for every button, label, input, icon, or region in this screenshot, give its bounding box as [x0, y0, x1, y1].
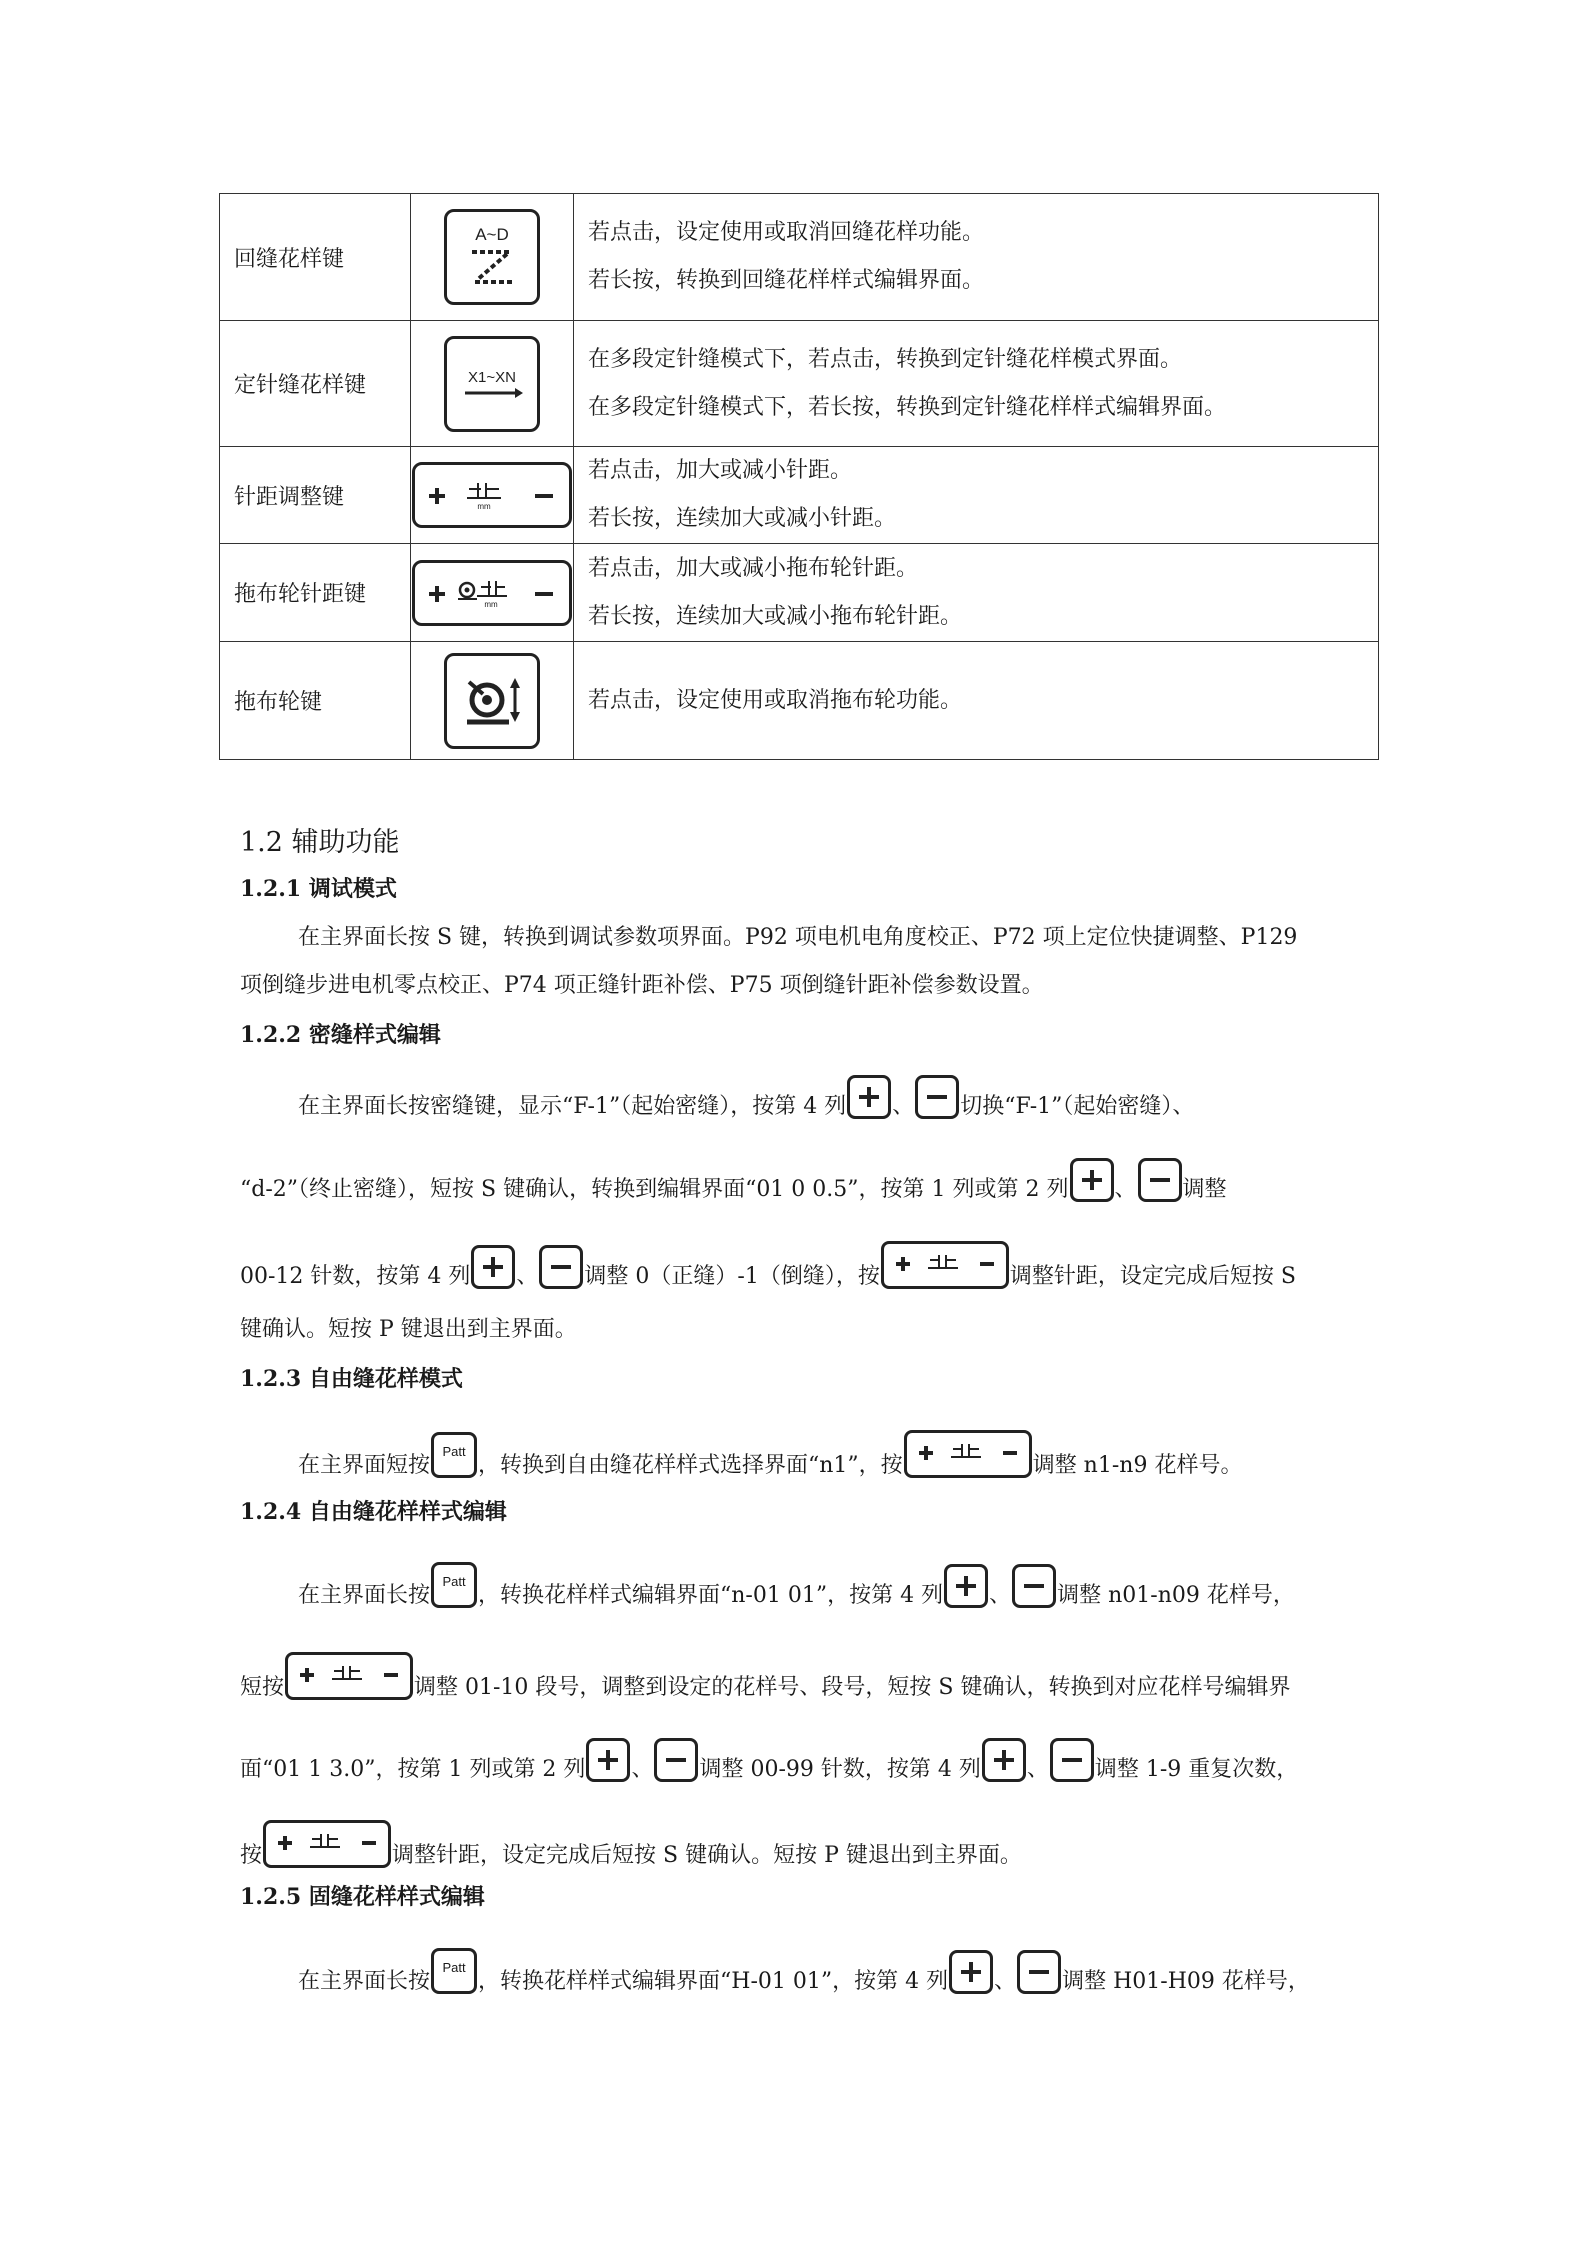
table-row: [220, 194, 1379, 321]
stitch-length-key-icon[interactable]: [881, 1241, 1009, 1289]
key-desc-line: 若点击，设定使用或取消拖布轮功能。: [588, 687, 963, 713]
table-row: [220, 544, 1379, 642]
minus-key-icon[interactable]: [915, 1075, 959, 1119]
paragraph-line: 在主界面长按 Patt ，转换花样样式编辑界面“H-01 01”，按第 4 列 、 调整 H01-H09 花样号，: [298, 1948, 1310, 1995]
plus-key-icon[interactable]: [944, 1564, 988, 1608]
patt-key-icon[interactable]: Patt: [431, 1432, 477, 1478]
stitch-length-key-icon[interactable]: [285, 1652, 413, 1700]
stitch-length-key-icon[interactable]: [263, 1820, 391, 1868]
table-row: [220, 447, 1379, 544]
patt-key-icon[interactable]: Patt: [431, 1562, 477, 1608]
subsection-heading: 1.2.1 调试模式: [240, 876, 397, 902]
key-name: 拖布轮键: [220, 642, 411, 760]
key-desc-line: 若长按，转换到回缝花样样式编辑界面。: [588, 268, 985, 293]
backtack-pattern-key-icon[interactable]: [444, 209, 540, 305]
plus-key-icon[interactable]: [982, 1738, 1026, 1782]
subsection-heading: 1.2.3 自由缝花样模式: [240, 1366, 463, 1392]
minus-key-icon[interactable]: [1050, 1738, 1094, 1782]
patt-key-icon[interactable]: Patt: [431, 1948, 477, 1994]
key-name: 定针缝花样键: [220, 321, 411, 447]
plus-key-icon[interactable]: [949, 1950, 993, 1994]
icon-label: mm: [484, 599, 498, 609]
stitch-length-key-icon[interactable]: [904, 1430, 1032, 1478]
icon-label: mm: [477, 502, 491, 511]
key-desc-line: 在多段定针缝模式下，若点击，转换到定针缝花样模式界面。: [588, 346, 1183, 372]
icon-label: A~D: [475, 225, 509, 244]
minus-key-icon[interactable]: [1017, 1950, 1061, 1994]
stitch-length-key-icon[interactable]: [412, 462, 572, 528]
key-function-table: [219, 193, 1379, 760]
key-desc-line: 若点击，加大或减小针距。: [588, 458, 853, 483]
plus-key-icon[interactable]: [847, 1075, 891, 1119]
table-row: [220, 642, 1379, 760]
section-heading: 1.2 辅助功能: [240, 827, 400, 858]
subsection-heading: 1.2.5 固缝花样样式编辑: [240, 1884, 485, 1910]
key-desc-line: 若点击，设定使用或取消回缝花样功能。: [588, 220, 985, 245]
paragraph-line: 在主界面长按密缝键，显示“F-1”（起始密缝），按第 4 列 、 切换“F-1”（起始密缝）、: [298, 1075, 1194, 1120]
key-desc-line: 若点击，加大或减小拖布轮针距。: [588, 555, 919, 581]
key-desc-line: 在多段定针缝模式下，若长按，转换到定针缝花样样式编辑界面。: [588, 394, 1227, 420]
paragraph-line: 在主界面短按 Patt ，转换到自由缝花样样式选择界面“n1”，按 调整 n1-n9 花样号。: [298, 1430, 1242, 1479]
plus-key-icon[interactable]: [471, 1245, 515, 1289]
minus-key-icon[interactable]: [1012, 1564, 1056, 1608]
table-row: [220, 321, 1379, 447]
paragraph-line: 按 调整针距，设定完成后短按 S 键确认。短按 P 键退出到主界面。: [240, 1820, 1022, 1869]
subsection-heading: 1.2.4 自由缝花样样式编辑: [240, 1499, 507, 1525]
key-desc-line: 若长按，连续加大或减小拖布轮针距。: [588, 603, 963, 629]
paragraph-line: 面“01 1 3.0”，按第 1 列或第 2 列 、 调整 00-99 针数，按第 4 列 、 调整 1-9 重复次数，: [240, 1738, 1298, 1783]
paragraph-line: 项倒缝步进电机零点校正、P74 项正缝针距补偿、P75 项倒缝针距补偿参数设置。: [240, 973, 1044, 998]
key-name: 针距调整键: [220, 447, 411, 544]
plus-key-icon[interactable]: [586, 1738, 630, 1782]
paragraph-line: 在主界面长按 S 键，转换到调试参数项界面。P92 项电机电角度校正、P72 项上定位快捷调整、P129: [298, 925, 1298, 950]
minus-key-icon[interactable]: [1138, 1158, 1182, 1202]
minus-key-icon[interactable]: [654, 1738, 698, 1782]
paragraph-line: 在主界面长按 Patt ，转换花样样式编辑界面“n-01 01”，按第 4 列 、 调整 n01-n09 花样号，: [298, 1562, 1295, 1609]
icon-label: X1~XN: [468, 368, 516, 386]
plus-key-icon[interactable]: [1070, 1158, 1114, 1202]
fixed-stitch-pattern-key-icon[interactable]: [444, 336, 540, 432]
key-name: 回缝花样键: [220, 194, 411, 321]
paragraph-line: 短按 调整 01-10 段号，调整到设定的花样号、段号，短按 S 键确认，转换到对应花样号编辑界: [240, 1652, 1290, 1701]
minus-key-icon[interactable]: [539, 1245, 583, 1289]
puller-stitch-length-key-icon[interactable]: [412, 560, 572, 626]
paragraph-line: 00-12 针数，按第 4 列 、 调整 0（正缝）-1（倒缝），按 调整针距，设定完成后短按 S: [240, 1241, 1296, 1290]
paragraph-line: 键确认。短按 P 键退出到主界面。: [240, 1317, 577, 1342]
puller-key-icon[interactable]: [444, 653, 540, 749]
key-desc-line: 若长按，连续加大或减小针距。: [588, 506, 897, 531]
key-name: 拖布轮针距键: [220, 544, 411, 642]
paragraph-line: “d-2”（终止密缝），短按 S 键确认，转换到编辑界面“01 0 0.5”，按第 1 列或第 2 列 、 调整: [240, 1158, 1227, 1203]
subsection-heading: 1.2.2 密缝样式编辑: [240, 1022, 441, 1048]
